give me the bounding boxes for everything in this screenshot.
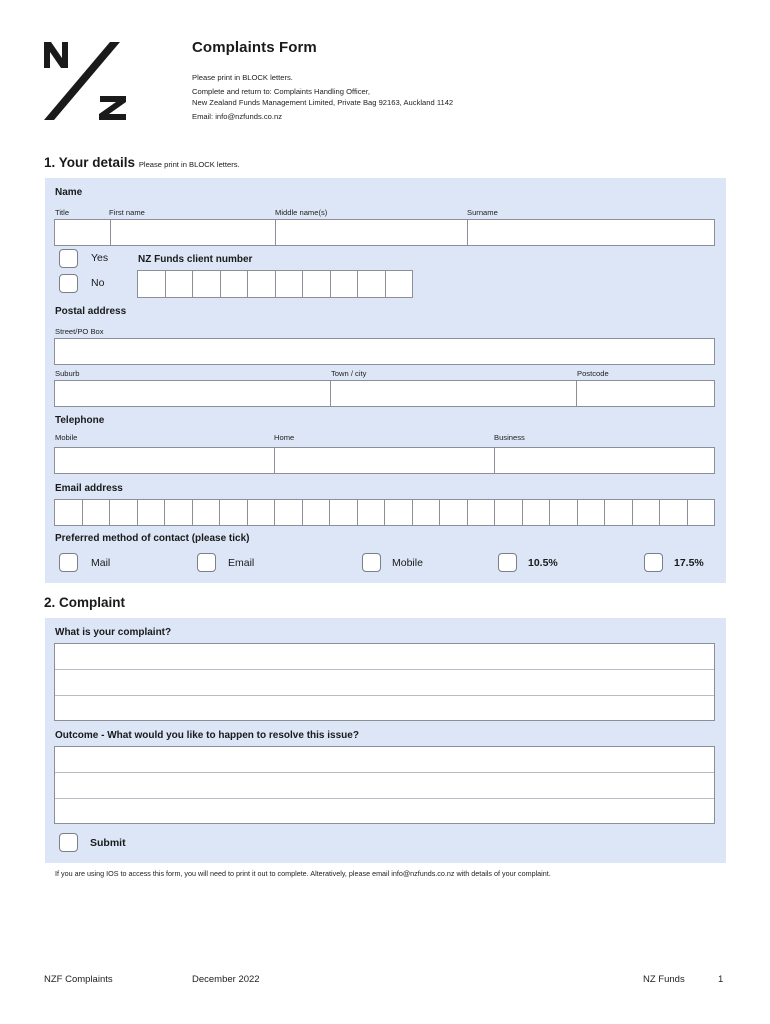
section-your-details-title	[44, 155, 240, 170]
contact-email-checkbox[interactable]	[197, 553, 216, 572]
contact-mail-label: Mail	[91, 557, 111, 569]
yes-checkbox[interactable]	[59, 249, 78, 268]
email-heading: Email address	[55, 483, 123, 494]
digit-box[interactable]	[276, 271, 304, 297]
outcome-textarea[interactable]	[54, 746, 715, 824]
char-box[interactable]	[413, 500, 441, 525]
no-checkbox[interactable]	[59, 274, 78, 293]
section-subtitle: Please print in BLOCK letters.	[138, 160, 240, 169]
contact-mobile-label: Mobile	[392, 557, 423, 569]
digit-box[interactable]	[221, 271, 249, 297]
char-box[interactable]	[110, 500, 138, 525]
suburb-label: Suburb	[55, 369, 80, 378]
char-box[interactable]	[165, 500, 193, 525]
char-box[interactable]	[138, 500, 166, 525]
contact-mail-checkbox[interactable]	[59, 553, 78, 572]
town-label: Town / city	[331, 369, 367, 378]
client-number-input[interactable]	[137, 270, 413, 298]
line	[55, 695, 714, 696]
char-box[interactable]	[688, 500, 715, 525]
char-box[interactable]	[193, 500, 221, 525]
form-title: Complaints Form	[192, 39, 317, 56]
digit-box[interactable]	[248, 271, 276, 297]
char-box[interactable]	[550, 500, 578, 525]
char-box[interactable]	[248, 500, 276, 525]
digit-box[interactable]	[138, 271, 166, 297]
divider	[576, 381, 577, 406]
contact-17-5-checkbox[interactable]	[644, 553, 663, 572]
section-title-text: 1. Your details	[44, 155, 136, 170]
header-instruction: Please print in BLOCK letters.	[192, 73, 293, 82]
street-input[interactable]	[54, 338, 715, 365]
header-return-to: Complete and return to: Complaints Handling Officer,	[192, 87, 370, 96]
home-label: Home	[274, 433, 295, 442]
your-details-panel	[45, 178, 726, 583]
yes-label: Yes	[91, 252, 109, 264]
char-box[interactable]	[523, 500, 551, 525]
ios-footnote: If you are using IOS to access this form, you will need to print it out to complete. Alteratively, please email info@nzfunds.co.nz with details of your complaint.	[55, 869, 551, 878]
nz-funds-logo	[42, 40, 132, 122]
client-number-label: NZ Funds client number	[138, 254, 253, 265]
submit-checkbox[interactable]	[59, 833, 78, 852]
email-address-input[interactable]	[54, 499, 715, 526]
complaint-question: What is your complaint?	[55, 627, 172, 638]
line	[55, 669, 714, 670]
line	[55, 798, 714, 799]
line	[55, 772, 714, 773]
telephone-fields[interactable]	[54, 447, 715, 474]
divider	[110, 220, 111, 245]
header-address: New Zealand Funds Management Limited, Private Bag 92163, Auckland 1142	[192, 98, 454, 107]
char-box[interactable]	[633, 500, 661, 525]
contact-mobile-checkbox[interactable]	[362, 553, 381, 572]
contact-17-5-label: 17.5%	[674, 557, 704, 569]
name-heading: Name	[55, 187, 83, 198]
title-label: Title	[55, 208, 70, 217]
digit-box[interactable]	[386, 271, 413, 297]
contact-10-5-label: 10.5%	[528, 557, 558, 569]
submit-label: Submit	[90, 837, 126, 849]
char-box[interactable]	[578, 500, 606, 525]
footer-date: December 2022	[192, 974, 260, 985]
char-box[interactable]	[330, 500, 358, 525]
divider	[275, 220, 276, 245]
divider	[274, 448, 275, 473]
char-box[interactable]	[605, 500, 633, 525]
middle-name-label: Middle name(s)	[275, 208, 328, 217]
char-box[interactable]	[303, 500, 331, 525]
section-complaint-title: 2. Complaint	[44, 595, 126, 610]
complaint-panel	[45, 618, 726, 863]
digit-box[interactable]	[358, 271, 386, 297]
char-box[interactable]	[358, 500, 386, 525]
postcode-label: Postcode	[577, 369, 609, 378]
surname-label: Surname	[467, 208, 498, 217]
digit-box[interactable]	[193, 271, 221, 297]
name-fields	[54, 219, 715, 246]
char-box[interactable]	[275, 500, 303, 525]
char-box[interactable]	[220, 500, 248, 525]
divider	[467, 220, 468, 245]
contact-method-heading: Preferred method of contact (please tick)	[55, 533, 250, 544]
footer-page-number: 1	[718, 974, 724, 985]
contact-email-label: Email	[228, 557, 255, 569]
char-box[interactable]	[83, 500, 111, 525]
divider	[330, 381, 331, 406]
header-email: Email: info@nzfunds.co.nz	[192, 112, 283, 121]
postal-address-heading: Postal address	[55, 306, 127, 317]
no-label: No	[91, 277, 105, 289]
char-box[interactable]	[385, 500, 413, 525]
digit-box[interactable]	[166, 271, 194, 297]
char-box[interactable]	[55, 500, 83, 525]
divider	[494, 448, 495, 473]
suburb-town-postcode-fields[interactable]	[54, 380, 715, 407]
mobile-label: Mobile	[55, 433, 78, 442]
street-label: Street/PO Box	[55, 327, 104, 336]
complaint-textarea[interactable]	[54, 643, 715, 721]
contact-10-5-checkbox[interactable]	[498, 553, 517, 572]
first-name-label: First name	[109, 208, 145, 217]
char-box[interactable]	[468, 500, 496, 525]
char-box[interactable]	[660, 500, 688, 525]
digit-box[interactable]	[331, 271, 359, 297]
outcome-question: Outcome - What would you like to happen to resolve this issue?	[55, 730, 359, 741]
char-box[interactable]	[440, 500, 468, 525]
digit-box[interactable]	[303, 271, 331, 297]
telephone-heading: Telephone	[55, 415, 105, 426]
footer-doc-name: NZF Complaints	[44, 974, 113, 985]
char-box[interactable]	[495, 500, 523, 525]
footer-brand: NZ Funds	[643, 974, 685, 985]
business-label: Business	[494, 433, 525, 442]
